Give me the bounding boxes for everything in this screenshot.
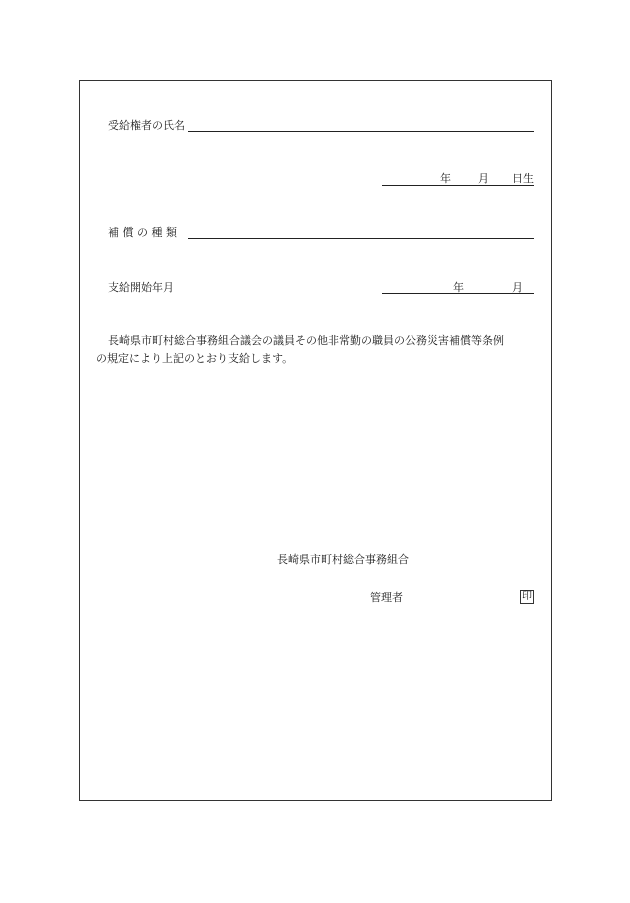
organization-name: 長崎県市町村総合事務組合: [277, 553, 409, 566]
birth-date-line: [382, 185, 534, 186]
administrator-label: 管理者: [370, 591, 403, 604]
birth-year-label: 年: [440, 172, 451, 185]
recipient-name-label: 受給権者の氏名: [108, 119, 185, 132]
recipient-name-line: [188, 131, 534, 132]
birth-month-label: 月: [478, 172, 489, 185]
compensation-type-label: 補 償 の 種 類: [108, 226, 177, 239]
payment-start-line: [382, 293, 534, 294]
seal-mark: 印: [522, 591, 532, 602]
compensation-type-line: [188, 238, 534, 239]
payment-start-month-label: 月: [512, 281, 523, 294]
payment-start-label: 支給開始年月: [108, 281, 174, 294]
birth-day-label: 日生: [512, 172, 534, 185]
payment-start-year-label: 年: [453, 281, 464, 294]
form-frame: [79, 80, 552, 801]
statement-line-1: 長崎県市町村総合事務組合議会の議員その他非常勤の職員の公務災害補償等条例: [108, 334, 504, 347]
statement-line-2: の規定により上記のとおり支給します。: [96, 352, 294, 365]
